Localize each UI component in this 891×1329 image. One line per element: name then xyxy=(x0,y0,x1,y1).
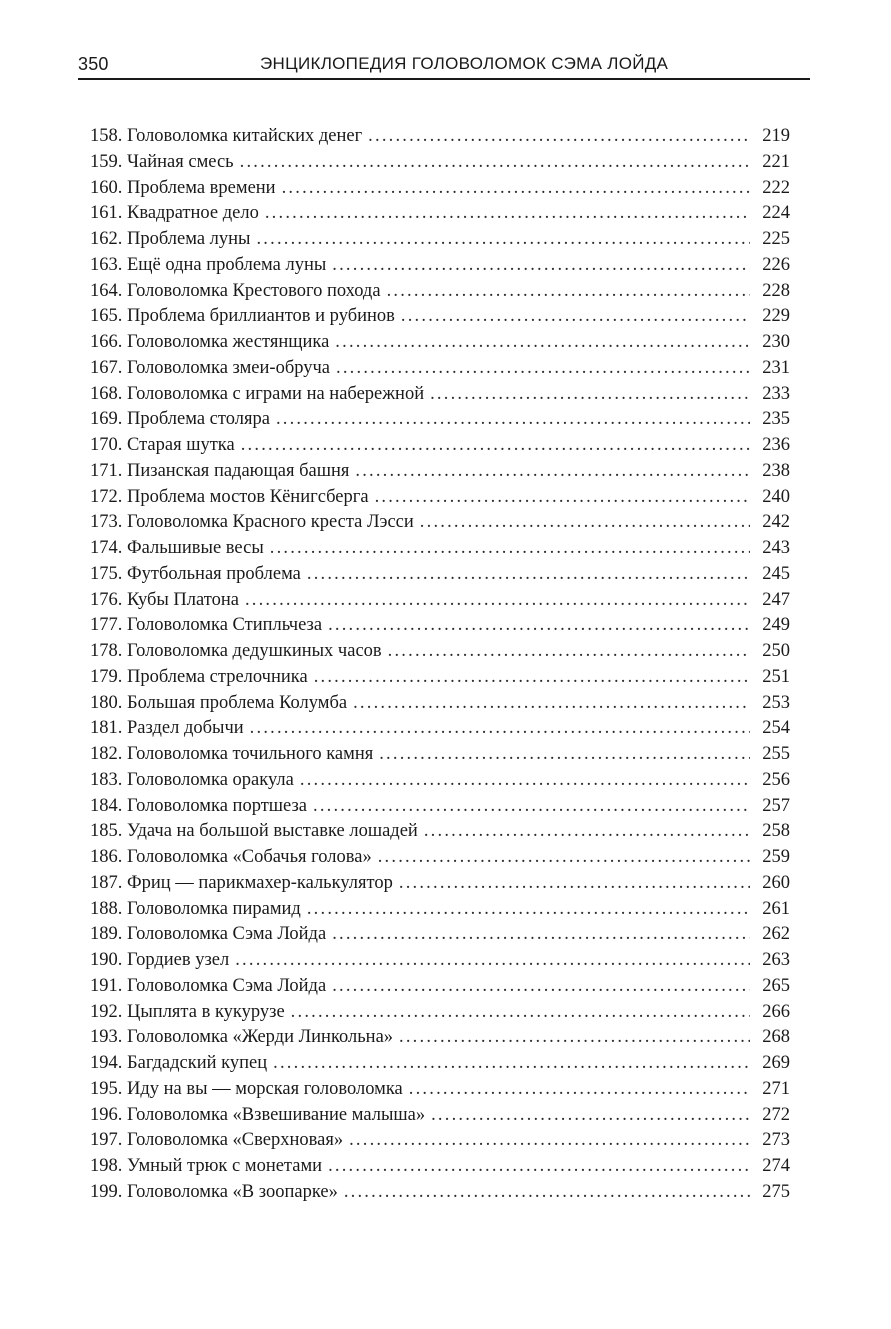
toc-entry-page: 225 xyxy=(762,229,790,249)
toc-entry-page: 261 xyxy=(762,898,790,919)
toc-entry-page: 245 xyxy=(762,563,790,584)
dot-leader xyxy=(378,845,750,871)
toc-entry-title: 158. Головоломка китайских денег xyxy=(90,126,363,146)
dot-leader xyxy=(353,691,750,717)
toc-entry-title: 195. Иду на вы — морская головоломка xyxy=(90,1078,403,1099)
toc-entry xyxy=(90,1103,790,1129)
toc-entry-page: 271 xyxy=(762,1078,790,1099)
dot-leader xyxy=(245,588,750,614)
toc-entry xyxy=(90,665,790,691)
dot-leader xyxy=(328,613,750,639)
dot-leader xyxy=(368,124,750,150)
dot-leader xyxy=(387,279,750,305)
toc-entry-title: 198. Умный трюк с монетами xyxy=(90,1156,323,1176)
toc-entry xyxy=(90,330,790,356)
toc-entry-page: 251 xyxy=(762,666,790,687)
toc-entry-page: 219 xyxy=(762,126,790,146)
toc-entry-title: 193. Головоломка «Жерди Линкольна» xyxy=(90,1027,394,1048)
toc-entry-page: 228 xyxy=(762,280,790,301)
dot-leader xyxy=(240,150,750,176)
toc-entry-title: 180. Большая проблема Колумба xyxy=(90,692,348,713)
dot-leader xyxy=(355,459,750,485)
toc-entry-title: 194. Багдадский купец xyxy=(90,1053,268,1073)
toc-entry xyxy=(90,794,790,820)
toc-entry-title: 176. Кубы Платона xyxy=(90,589,239,610)
toc-entry-page: 258 xyxy=(762,821,790,842)
toc-entry-title: 199. Головоломка «В зоопарке» xyxy=(90,1181,338,1202)
dot-leader xyxy=(273,1051,750,1077)
toc-entry xyxy=(90,1000,790,1026)
toc-entry xyxy=(90,871,790,897)
toc-entry-page: 240 xyxy=(762,486,790,507)
toc-entry-page: 263 xyxy=(762,950,790,970)
toc-entry-title: 172. Проблема мостов Кёнигсберга xyxy=(90,486,369,507)
toc-entry-title: 188. Головоломка пирамид xyxy=(90,898,301,919)
toc-entry-page: 256 xyxy=(762,769,790,790)
toc-entry-page: 259 xyxy=(762,847,790,867)
toc-entry-title: 197. Головоломка «Сверхновая» xyxy=(90,1130,344,1151)
toc-entry-page: 262 xyxy=(762,924,790,945)
running-header xyxy=(78,52,810,80)
dot-leader xyxy=(313,794,750,820)
dot-leader xyxy=(291,1000,750,1026)
dot-leader xyxy=(335,330,750,356)
toc-entry xyxy=(90,510,790,536)
toc-entry-page: 221 xyxy=(762,151,790,172)
toc-entry xyxy=(90,639,790,665)
table-of-contents xyxy=(90,124,790,1206)
toc-entry-title: 170. Старая шутка xyxy=(90,435,235,455)
toc-entry xyxy=(90,1180,790,1206)
toc-entry-page: 269 xyxy=(762,1053,790,1073)
toc-entry-page: 222 xyxy=(762,177,790,198)
dot-leader xyxy=(399,871,750,897)
dot-leader xyxy=(328,1154,750,1180)
toc-entry xyxy=(90,459,790,485)
toc-entry-page: 243 xyxy=(762,538,790,558)
toc-entry xyxy=(90,948,790,974)
toc-entry-page: 266 xyxy=(762,1001,790,1022)
toc-entry-title: 162. Проблема луны xyxy=(90,229,251,249)
toc-entry xyxy=(90,716,790,742)
toc-entry-page: 226 xyxy=(762,254,790,275)
toc-entry-page: 265 xyxy=(762,975,790,996)
dot-leader xyxy=(241,433,750,459)
toc-entry xyxy=(90,304,790,330)
toc-entry-title: 190. Гордиев узел xyxy=(90,950,230,970)
dot-leader xyxy=(401,304,750,330)
dot-leader xyxy=(282,176,750,202)
toc-entry-title: 168. Головоломка с играми на набережной xyxy=(90,383,425,404)
toc-entry-page: 255 xyxy=(762,744,790,764)
toc-entry-page: 272 xyxy=(762,1104,790,1125)
toc-entry-page: 224 xyxy=(762,203,790,224)
toc-entry xyxy=(90,613,790,639)
toc-entry xyxy=(90,897,790,923)
dot-leader xyxy=(307,562,750,588)
toc-entry xyxy=(90,124,790,150)
toc-entry-title: 196. Головоломка «Взвешивание малыша» xyxy=(90,1104,426,1125)
toc-entry-title: 191. Головоломка Сэма Лойда xyxy=(90,975,327,996)
toc-entry xyxy=(90,819,790,845)
toc-entry-title: 159. Чайная смесь xyxy=(90,151,234,172)
toc-entry xyxy=(90,1154,790,1180)
toc-entry xyxy=(90,1025,790,1051)
dot-leader xyxy=(388,639,750,665)
toc-entry xyxy=(90,407,790,433)
toc-entry-page: 275 xyxy=(762,1181,790,1202)
dot-leader xyxy=(375,485,750,511)
toc-entry-title: 164. Головоломка Крестового похода xyxy=(90,280,381,301)
toc-entry-page: 242 xyxy=(762,512,790,533)
toc-entry-title: 166. Головоломка жестянщика xyxy=(90,332,330,352)
toc-entry-page: 268 xyxy=(762,1027,790,1048)
toc-entry xyxy=(90,433,790,459)
toc-entry xyxy=(90,356,790,382)
toc-entry-title: 163. Ещё одна проблема луны xyxy=(90,254,327,275)
dot-leader xyxy=(424,819,750,845)
toc-entry-page: 231 xyxy=(762,357,790,378)
dot-leader xyxy=(314,665,750,691)
toc-entry-page: 257 xyxy=(762,795,790,816)
dot-leader xyxy=(431,1103,750,1129)
toc-entry-page: 250 xyxy=(762,641,790,661)
toc-entry xyxy=(90,382,790,408)
toc-entry xyxy=(90,562,790,588)
dot-leader xyxy=(349,1128,750,1154)
dot-leader xyxy=(235,948,750,974)
toc-entry-title: 160. Проблема времени xyxy=(90,177,276,198)
toc-entry-page: 254 xyxy=(762,718,790,739)
toc-entry-title: 185. Удача на большой выставке лошадей xyxy=(90,821,418,842)
toc-entry xyxy=(90,176,790,202)
dot-leader xyxy=(332,974,750,1000)
toc-entry xyxy=(90,588,790,614)
toc-entry-title: 171. Пизанская падающая башня xyxy=(90,460,350,481)
toc-entry xyxy=(90,485,790,511)
toc-entry-title: 189. Головоломка Сэма Лойда xyxy=(90,924,327,945)
toc-entry xyxy=(90,768,790,794)
dot-leader xyxy=(276,407,750,433)
toc-entry-page: 236 xyxy=(762,435,790,455)
toc-entry-title: 174. Фальшивые весы xyxy=(90,538,264,558)
dot-leader xyxy=(332,922,750,948)
toc-entry-page: 233 xyxy=(762,383,790,404)
toc-entry-title: 161. Квадратное дело xyxy=(90,203,259,224)
dot-leader xyxy=(344,1180,750,1206)
toc-entry-title: 181. Раздел добычи xyxy=(90,718,244,739)
toc-entry-title: 175. Футбольная проблема xyxy=(90,563,301,584)
dot-leader xyxy=(300,768,750,794)
dot-leader xyxy=(270,536,750,562)
toc-entry-title: 178. Головоломка дедушкиных часов xyxy=(90,641,382,661)
dot-leader xyxy=(307,897,750,923)
toc-entry-title: 169. Проблема столяра xyxy=(90,409,270,430)
toc-entry-page: 273 xyxy=(762,1130,790,1151)
toc-entry xyxy=(90,201,790,227)
dot-leader xyxy=(332,253,750,279)
toc-entry-page: 249 xyxy=(762,615,790,636)
dot-leader xyxy=(336,356,750,382)
toc-entry-title: 179. Проблема стрелочника xyxy=(90,666,308,687)
running-title: ЭНЦИКЛОПЕДИЯ ГОЛОВОЛОМОК СЭМА ЛОЙДА xyxy=(260,54,669,73)
toc-entry xyxy=(90,1077,790,1103)
toc-entry xyxy=(90,922,790,948)
toc-entry xyxy=(90,253,790,279)
toc-entry-title: 173. Головоломка Красного креста Лэсси xyxy=(90,512,414,533)
toc-entry-title: 192. Цыплята в кукурузе xyxy=(90,1001,285,1022)
toc-entry xyxy=(90,227,790,253)
toc-entry-page: 260 xyxy=(762,872,790,893)
toc-entry-page: 230 xyxy=(762,332,790,352)
toc-entry-title: 177. Головоломка Стипльчеза xyxy=(90,615,323,636)
toc-entry-page: 238 xyxy=(762,460,790,481)
toc-entry-title: 183. Головоломка оракула xyxy=(90,769,294,790)
toc-entry-page: 274 xyxy=(762,1156,790,1176)
toc-entry-title: 167. Головоломка змеи-обруча xyxy=(90,357,331,378)
dot-leader xyxy=(250,716,750,742)
toc-entry-title: 186. Головоломка «Собачья голова» xyxy=(90,847,372,867)
toc-entry xyxy=(90,845,790,871)
dot-leader xyxy=(399,1025,750,1051)
dot-leader xyxy=(379,742,750,768)
dot-leader xyxy=(430,382,750,408)
page-number: 350 xyxy=(78,54,109,74)
dot-leader xyxy=(265,201,750,227)
dot-leader xyxy=(420,510,750,536)
toc-entry xyxy=(90,1128,790,1154)
toc-entry-page: 235 xyxy=(762,409,790,430)
toc-entry xyxy=(90,536,790,562)
toc-entry-title: 184. Головоломка портшеза xyxy=(90,795,307,816)
toc-entry-page: 229 xyxy=(762,306,790,327)
toc-entry-title: 182. Головоломка точильного камня xyxy=(90,744,374,764)
toc-entry-page: 247 xyxy=(762,589,790,610)
toc-entry-title: 165. Проблема бриллиантов и рубинов xyxy=(90,306,395,327)
toc-entry xyxy=(90,742,790,768)
toc-entry-page: 253 xyxy=(762,692,790,713)
toc-entry xyxy=(90,150,790,176)
toc-entry xyxy=(90,1051,790,1077)
dot-leader xyxy=(409,1077,750,1103)
toc-entry xyxy=(90,691,790,717)
dot-leader xyxy=(256,227,750,253)
toc-entry-title: 187. Фриц — парикмахер-калькулятор xyxy=(90,872,393,893)
toc-entry xyxy=(90,279,790,305)
toc-entry xyxy=(90,974,790,1000)
